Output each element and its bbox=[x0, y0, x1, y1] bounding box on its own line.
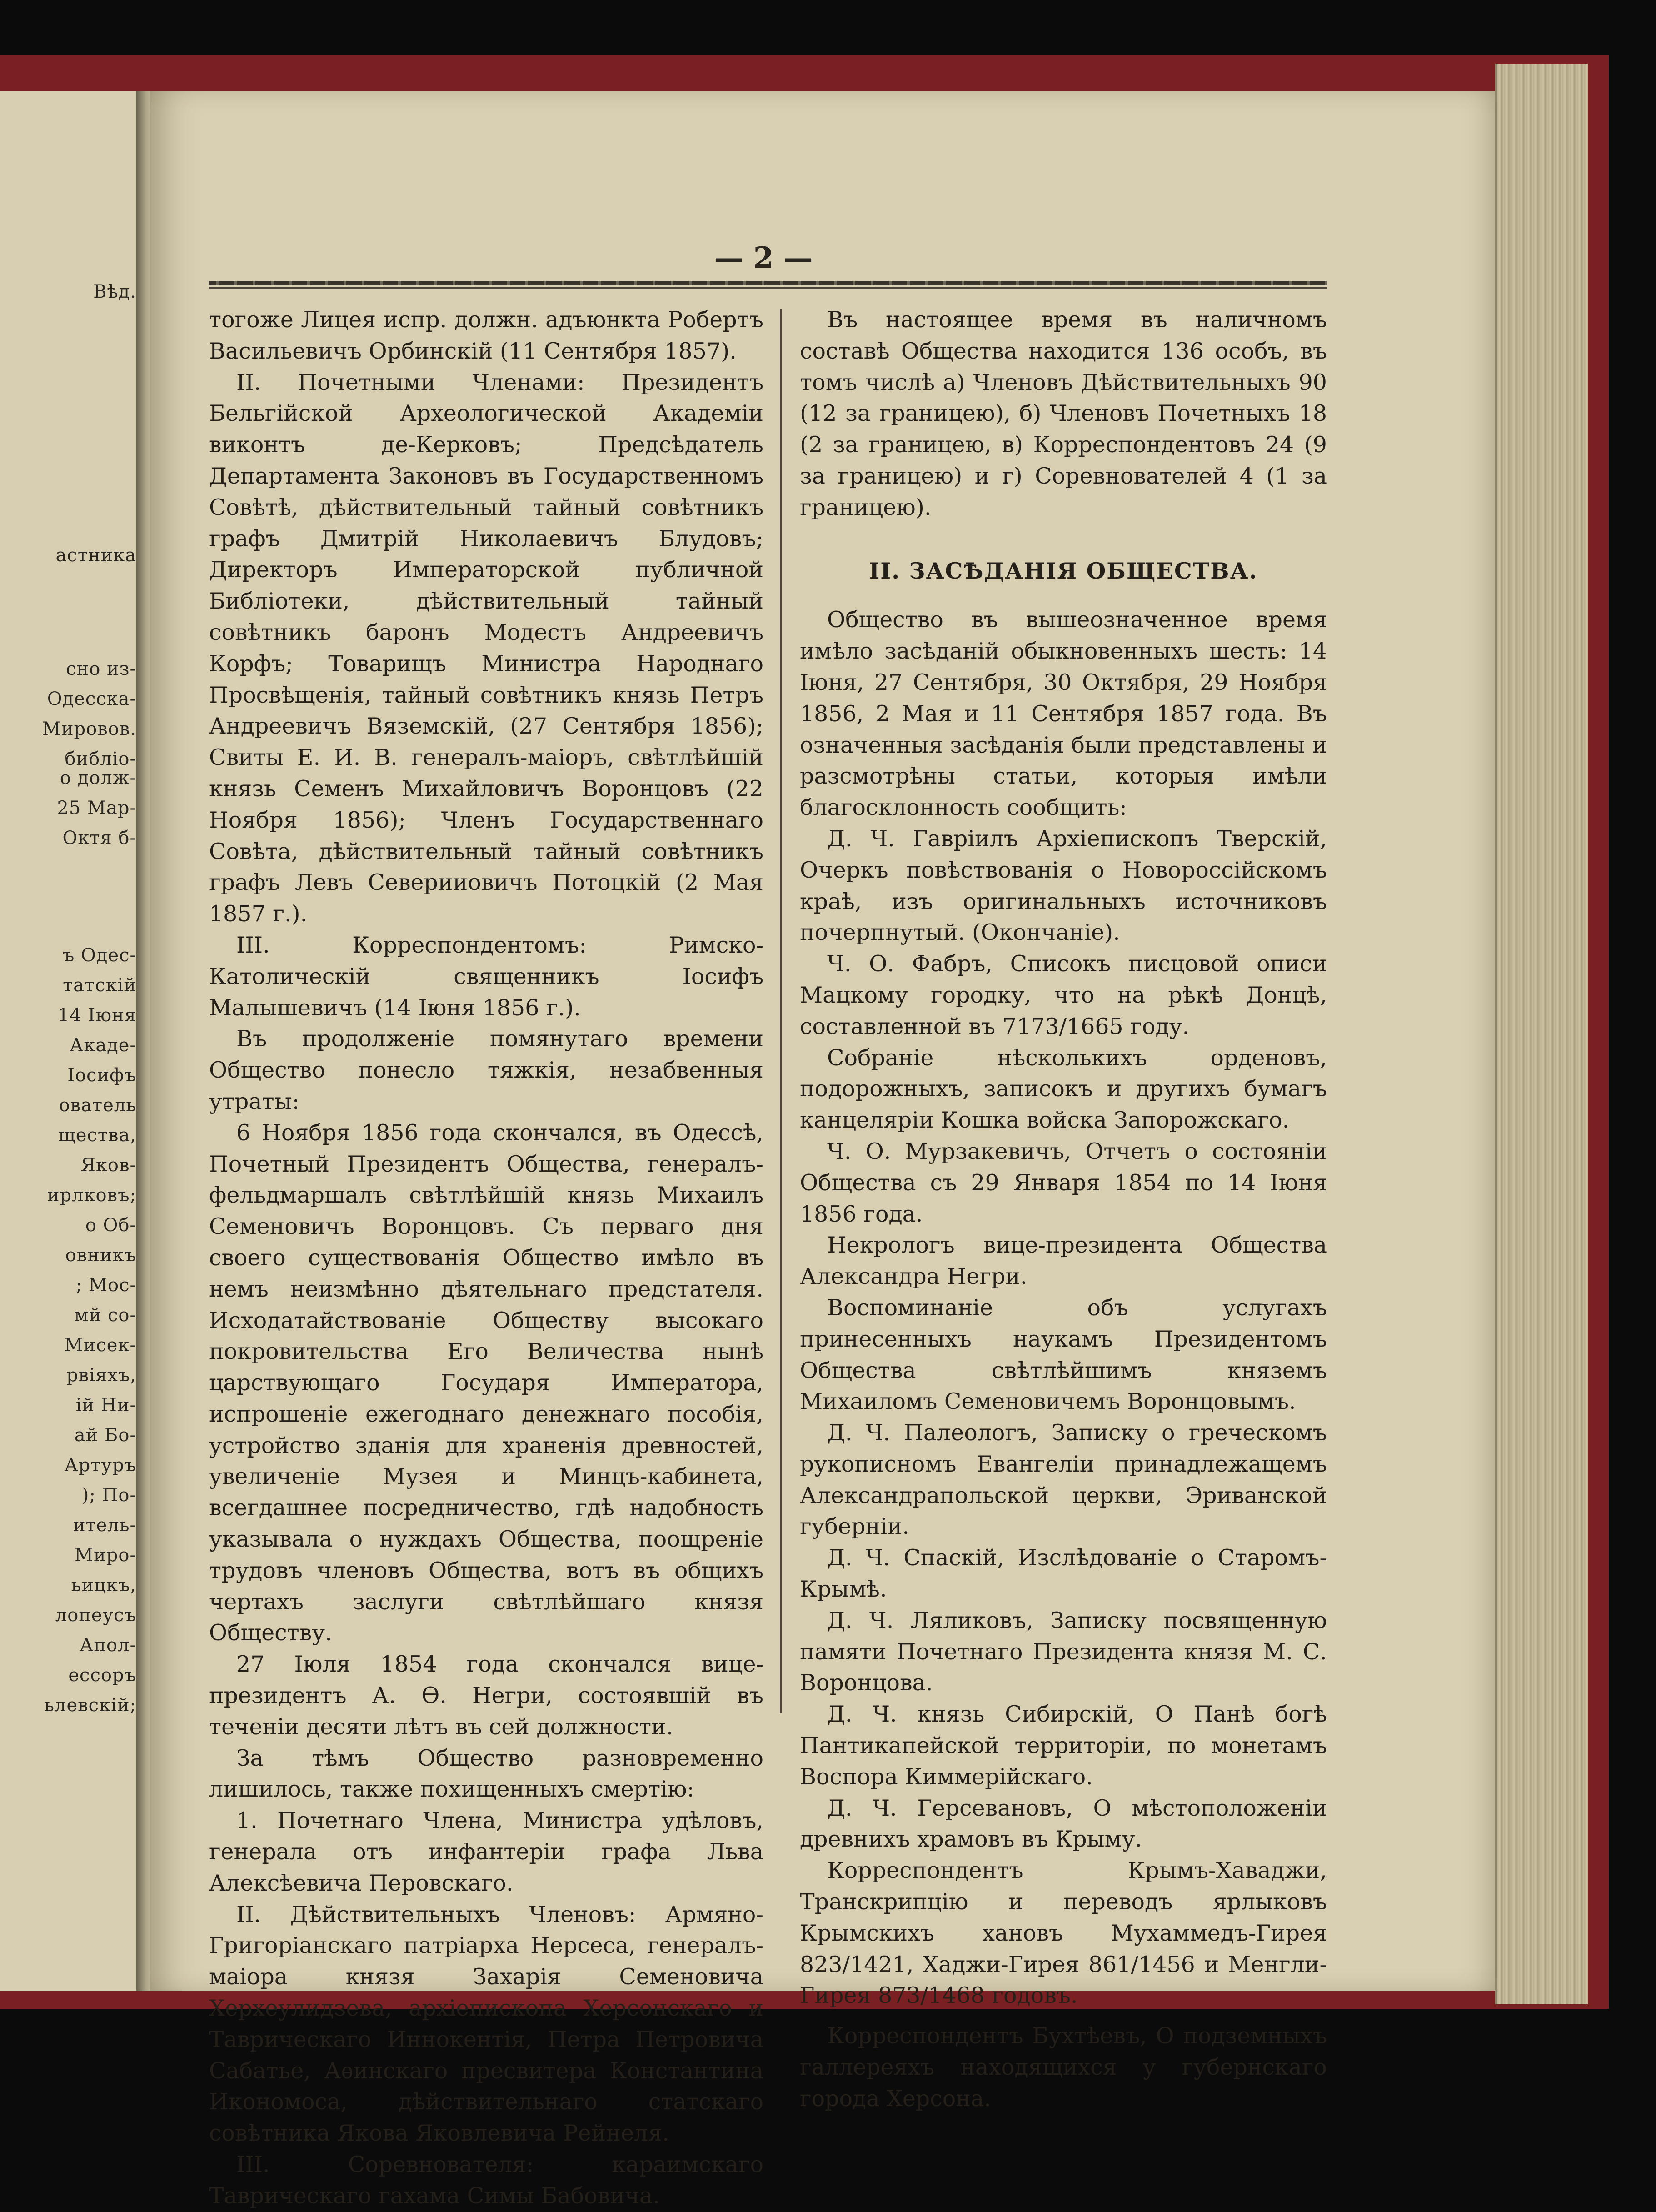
paragraph: Воспоминаніе объ услугахъ принесенныхъ наукамъ Президентомъ Общества свѣтлѣйшимъ княземъ Михаиломъ Семеновичемъ Воронцовымъ. bbox=[800, 1294, 1327, 1415]
left-page-fragment: Мисек- bbox=[64, 1335, 136, 1356]
header-rule bbox=[209, 281, 1327, 285]
left-page-fragment: овникъ bbox=[65, 1245, 136, 1266]
left-page-fragment: ъ Одес- bbox=[62, 945, 136, 966]
left-page-fragment: Одесска- bbox=[47, 689, 136, 709]
left-page-fragment: библіо- bbox=[65, 749, 136, 769]
right-column bbox=[800, 305, 1327, 2115]
paragraph: 6 Ноября 1856 года скончался, въ Одессѣ, Почетный Президентъ Общества, генералъ-фельдмаршалъ свѣтлѣйшій князь Михаилъ Семеновичъ Воронцовъ. Съ перваго дня своего существованія Общество имѣло въ немъ неизмѣнно дѣятельнаго предстателя. Исходатайствованіе Обществу высокаго покровительства Его Величества нынѣ царствующаго Государя Императора, испрошеніе ежегоднаго денежнаго пособія, устройство зданія для храненія древностей, увеличеніе Музея и Минцъ-кабинета, всегдашнее посредничество, гдѣ надобность указывала о нуждахъ Общества, поощреніе трудовъ членовъ Общества, вотъ въ общихъ чертахъ заслуги свѣтлѣйшаго князя Обществу. bbox=[209, 1119, 763, 1646]
left-page-fragment: мй со- bbox=[74, 1305, 136, 1326]
left-page-fragment: татскій bbox=[63, 975, 136, 996]
left-page-fragment: Іосифъ bbox=[67, 1065, 136, 1086]
left-page-fragment: лопеусъ bbox=[55, 1605, 136, 1626]
left-column bbox=[209, 305, 763, 2212]
left-page-fragment: ьицкъ, bbox=[71, 1575, 136, 1596]
paragraph: II. Почетными Членами: Президентъ Бельгійской Археологической Академіи виконтъ де-Керковъ; Предсѣдатель Департамента Законовъ въ Государственномъ Совѣтѣ, дѣйствительный тайный совѣтникъ графъ Дмитрій Николаевичъ Блудовъ; Директоръ Императорской публичной Библіотеки, дѣйствительный тайный совѣтникъ баронъ Модестъ Андреевичъ Корфъ; Товарищъ Министра Народнаго Просвѣщенія, тайный совѣтникъ князь Петръ Андреевичъ Вяземскій, (27 Сентября 1856); Свиты Е. И. В. генералъ-маіоръ, свѣтлѣйшій князь Семенъ Михайловичъ Воронцовъ (22 Ноября 1856); Членъ Государственнаго Совѣта, дѣйствительный тайный совѣтникъ графъ Левъ Северииовичъ Потоцкій (2 Мая 1857 г.). bbox=[209, 369, 763, 927]
left-page-fragment: ователь bbox=[59, 1095, 136, 1116]
paragraph: Собраніе нѣсколькихъ орденовъ, подорожныхъ, записокъ и другихъ бумагъ канцеляріи Кошка войска Запорожскаго. bbox=[800, 1044, 1327, 1133]
paragraph: Корреспондентъ Бухтѣевъ, О подземныхъ галлереяхъ находящихся у губернскаго города Херсона. bbox=[800, 2023, 1327, 2112]
left-page-fragment: щества, bbox=[58, 1125, 136, 1146]
paragraph: Д. Ч. князь Сибирскій, О Панѣ богѣ Пантикапейской территоріи, по монетамъ Воспора Киммерійскаго. bbox=[800, 1701, 1327, 1790]
section-heading: II. ЗАСѢДАНІЯ ОБЩЕСТВА. bbox=[869, 557, 1258, 584]
left-page bbox=[0, 91, 148, 1991]
paragraph: III. Корреспондентомъ: Римско-Католическій священникъ Іосифъ Малышевичъ (14 Іюня 1856 г.). bbox=[209, 932, 763, 1021]
paragraph: Д. Ч. Спаскій, Изслѣдованіе о Старомъ-Крымѣ. bbox=[800, 1545, 1327, 1603]
left-page-fragment: Артуръ bbox=[64, 1455, 136, 1476]
left-page-fragment: астника bbox=[55, 545, 136, 566]
left-page-fragment: Миро- bbox=[75, 1545, 136, 1566]
left-page-fragment: ай Бо- bbox=[74, 1425, 136, 1446]
left-page-fragment: сно из- bbox=[66, 659, 136, 679]
paragraph: Некрологъ вице-президента Общества Александра Негри. bbox=[800, 1232, 1327, 1290]
left-page-fragment: 14 Іюня bbox=[57, 1005, 136, 1026]
left-page-fragment: Акаде- bbox=[70, 1035, 136, 1056]
header-rule-thin bbox=[209, 287, 1327, 289]
paragraph: 1. Почетнаго Члена, Министра удѣловъ, генерала отъ инфантеріи графа Льва Алексѣевича Перовскаго. bbox=[209, 1808, 763, 1896]
left-page-fragment: Мировов. bbox=[42, 719, 136, 739]
left-page-fragment: Вѣд. bbox=[93, 281, 136, 302]
paragraph: Въ настоящее время въ наличномъ составѣ Общества находится 136 особъ, въ томъ числѣ а) Членовъ Дѣйствительныхъ 90 (12 за границею), б) Членовъ Почетныхъ 18 (2 за границею, в) Корреспондентовъ 24 (9 за границею) и г) Соревнователей 4 (1 за границею). bbox=[800, 307, 1327, 520]
page-number: — 2 — bbox=[714, 241, 813, 275]
left-page-fragment: рвіяхъ, bbox=[66, 1365, 136, 1386]
paragraph: 27 Іюля 1854 года скончался вице-президентъ А. Ѳ. Негри, состоявшій въ теченіи десяти лѣтъ въ сей должности. bbox=[209, 1651, 763, 1740]
column-divider bbox=[780, 309, 782, 1713]
left-page-fragment: Яков- bbox=[80, 1155, 136, 1176]
paragraph: Въ продолженіе помянутаго времени Общество понесло тяжкія, незабвенныя утраты: bbox=[209, 1026, 763, 1114]
paragraph: Корреспондентъ Крымъ-Хаваджи, Транскрипцію и переводъ ярлыковъ Крымскихъ хановъ Мухаммедъ-Гирея 823/1421, Хаджи-Гирея 861/1456 и Менгли-Гирея 873/1468 годовъ. bbox=[800, 1857, 1327, 2009]
left-page-fragment: о долж- bbox=[60, 768, 136, 789]
paragraph: тогоже Лицея испр. должн. адъюнкта Робертъ Васильевичъ Орбинскій (11 Сентября 1857). bbox=[209, 307, 763, 364]
paragraph: Ч. О. Мурзакевичъ, Отчетъ о состояніи Общества съ 29 Января 1854 по 14 Іюня 1856 года. bbox=[800, 1138, 1327, 1227]
left-page-fragment: ; Мос- bbox=[75, 1275, 136, 1296]
paragraph: Общество въ вышеозначенное время имѣло засѣданій обыкновенныхъ шесть: 14 Іюня, 27 Сентября, 30 Октября, 29 Ноября 1856, 2 Мая и 11 Сентября 1857 года. Въ означенныя засѣданія были представлены и разсмотрѣны статьи, которыя имѣли благосклонность сообщить: bbox=[800, 607, 1327, 821]
left-page-fragment: итель- bbox=[73, 1515, 136, 1536]
left-page-fragment: ьлевскій; bbox=[44, 1695, 136, 1716]
left-page-fragment: ессоръ bbox=[68, 1665, 136, 1686]
left-page-fragment: Октя б- bbox=[62, 828, 136, 849]
page-edges bbox=[1495, 64, 1588, 2004]
left-page-fragment: ирлковъ; bbox=[47, 1185, 136, 1206]
left-page-fragment: Апол- bbox=[80, 1635, 136, 1656]
left-page-fragment: о Об- bbox=[85, 1215, 136, 1236]
paragraph: Д. Ч. Палеологъ, Записку о греческомъ рукописномъ Евангеліи принадлежащемъ Александрапольской церкви, Эриванской губерніи. bbox=[800, 1420, 1327, 1540]
paragraph: Д. Ч. Герсевановъ, О мѣстоположеніи древнихъ храмовъ въ Крыму. bbox=[800, 1795, 1327, 1852]
paragraph: III. Соревнователя: караимскаго Таврическаго гахама Симы Бабовича. bbox=[209, 2152, 763, 2209]
left-page-fragment: 25 Мар- bbox=[57, 798, 136, 819]
paragraph: Д. Ч. Ляликовъ, Записку посвященную памяти Почетнаго Президента князя М. С. Воронцова. bbox=[800, 1607, 1327, 1696]
left-page-fragment: ); По- bbox=[81, 1485, 136, 1506]
paragraph: Д. Ч. Гавріилъ Архіепископъ Тверскій, Очеркъ повѣствованія о Новороссійскомъ краѣ, изъ оригинальныхъ источниковъ почерпнутый. (Окончаніе). bbox=[800, 825, 1327, 946]
left-page-fragment: ій Ни- bbox=[75, 1395, 136, 1416]
paragraph: За тѣмъ Общество разновременно лишилось, также похищенныхъ смертію: bbox=[209, 1745, 763, 1803]
paragraph: II. Дѣйствительныхъ Членовъ: Армяно-Григоріанскаго патріарха Нерсеса, генералъ-маіора князя Захарія Семеновича Херхеулидзева, архіепископа Херсонскаго и Таврическаго Иннокентія, Петра Петровича Сабатье, Аѳинскаго пресвитера Константина Икономоса, дѣйствительнаго статскаго совѣтника Якова Яковлевича Рейнеля. bbox=[209, 1901, 763, 2147]
paragraph: Ч. О. Фабръ, Списокъ писцовой описи Мацкому городку, что на рѣкѣ Донцѣ, составленной въ 7173/1665 году. bbox=[800, 951, 1327, 1039]
